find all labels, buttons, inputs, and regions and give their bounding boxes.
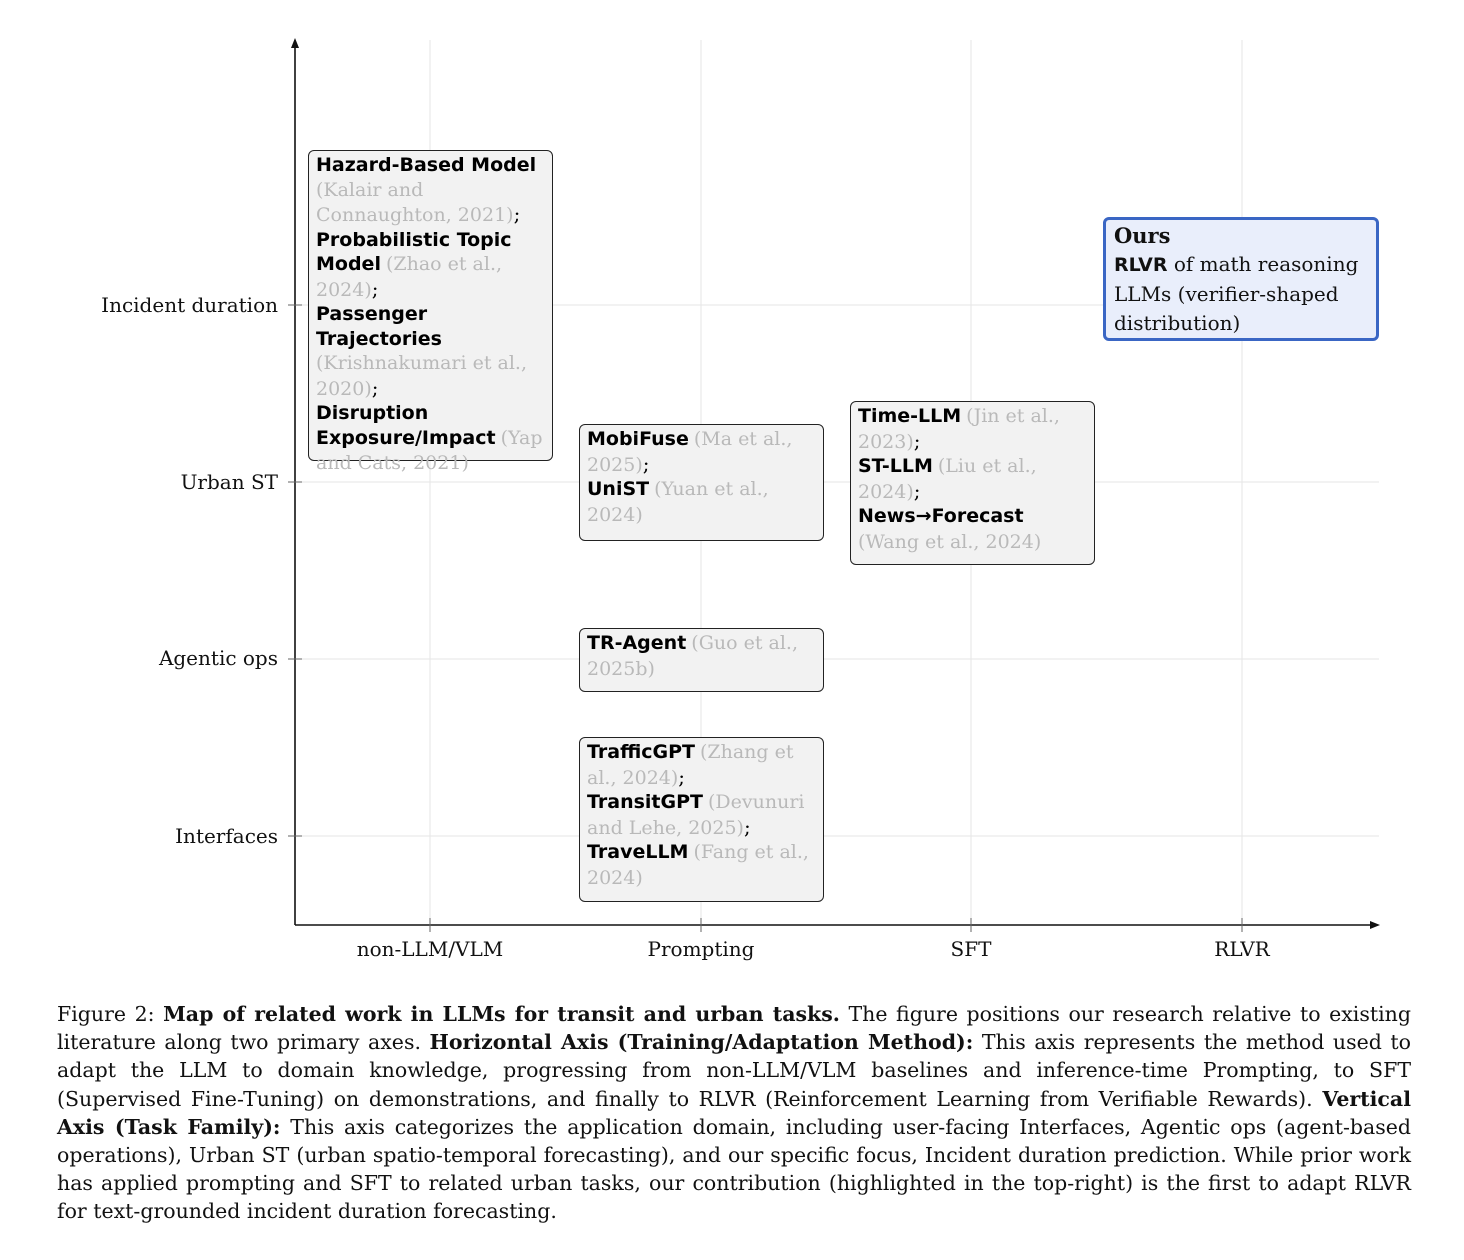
box-prompting-interfaces [579,737,824,902]
caption-text-1: The figure positions our research relative to existing literature along two primary axes. [57,1002,1411,1055]
box-sft-urban-st [850,401,1095,565]
x-tick-label-rlvr: RLVR [1214,937,1270,961]
ours-body [1114,250,1368,338]
caption-prefix: Figure 2: [57,1002,155,1026]
entry-probabilistic-topic-model: Probabilistic Topic Model (Zhao et al., 2024); [316,228,512,301]
y-tick-label-urban-st: Urban ST [180,470,278,494]
x-tick-label-non-llm: non-LLM/VLM [356,937,504,961]
entry-st-llm: ST-LLM (Liu et al., 2024); [858,455,1037,503]
x-tick-label-sft: SFT [950,937,992,961]
entry-tr-agent: TR-Agent (Guo et al., 2025b) [587,632,798,680]
box-nonllm-incident-duration [308,150,553,474]
ours-title: Ours [1114,223,1171,248]
entry-trafficgpt: TrafficGPT (Zhang et al., 2024); [587,741,794,789]
box-ours-highlight [1103,217,1379,341]
y-tick-label-incident-duration: Incident duration [101,293,278,317]
entry-hazard-based-model: Hazard-Based Model (Kalair and Connaughton, 2021); [316,154,537,226]
caption-horizontal-axis-heading: Horizontal Axis (Training/Adaptation Method): [429,1030,974,1055]
caption-title: Map of related work in LLMs for transit and urban tasks. [163,1002,840,1026]
entry-travellm: TraveLLM (Fang et al., 2024) [587,841,809,889]
y-tick-label-interfaces: Interfaces [175,824,278,848]
box-prompting-agentic-ops [579,628,824,692]
caption-text-3: This axis categorizes the application domain, including user-facing Interfaces, Agentic ops (agent-based operations), Urban ST (urban spatio-temporal forecasting), and our specific focus, Incident duration prediction. While prior work has applied prompting and SFT to related urban tasks, our contribution (highlighted in the top-right) is the first to adapt RLVR for text-grounded incident duration forecasting. [57,1114,1411,1224]
entry-time-llm: Time-LLM (Jin et al., 2023); [858,405,1060,453]
entry-mobifuse: MobiFuse (Ma et al., 2025); [587,428,793,476]
y-axis-arrow [291,38,299,48]
x-tick-label-prompting: Prompting [647,937,755,961]
caption-vertical-axis-heading: Vertical Axis (Task Family): [57,1086,1411,1139]
entry-unist: UniST (Yuan et al., 2024) [587,478,769,526]
entry-passenger-trajectories: Passenger Trajectories (Krishnakumari et al., 2020); [316,303,528,400]
figure-caption [57,1000,1411,1226]
entry-transitgpt: TransitGPT (Devunuri and Lehe, 2025); [587,791,805,839]
box-prompting-urban-st [579,424,824,541]
y-tick-label-agentic-ops: Agentic ops [158,646,278,670]
caption-text-2: This axis represents the method used to adapt the LLM to domain knowledge, progressing from non-LLM/VLM baselines and inference-time Prompting, to SFT (Supervised Fine-Tuning) on demonstrations, and finally to RLVR (Reinforcement Learning from Verifiable Rewards). [57,1030,1411,1111]
entry-news-forecast: News→Forecast (Wang et al., 2024) [858,505,1042,553]
ours-description: of math reasoning LLMs (verifier-shaped distribution) [1114,252,1359,335]
ours-method-name: RLVR [1114,254,1168,276]
x-axis-arrow [1370,921,1380,929]
entry-disruption-exposure: Disruption Exposure/Impact (Yap and Cats, 2021) [316,402,543,474]
